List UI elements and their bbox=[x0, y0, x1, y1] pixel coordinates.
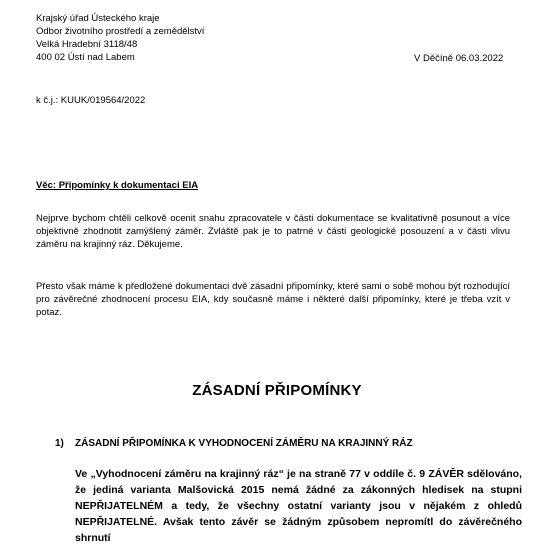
sender-line-1: Krajský úřad Ústeckého kraje bbox=[36, 13, 160, 24]
place-date: V Děčíně 06.03.2022 bbox=[414, 53, 504, 64]
paragraph-1: Nejprve bychom chtěli celkově ocenit snahu zpracovatele v části dokumentace se kvalitativně posunout a více objektivně zhodnotit zamýšlený záměr. Zvláště pak je to patrné v části geologické posouzení a v části vlivu záměru na krajinný ráz. Děkujeme. bbox=[36, 213, 510, 250]
item-1-title bbox=[55, 438, 413, 449]
item-1-number: 1) bbox=[55, 438, 64, 449]
sender-line-2: Odbor životního prostředí a zemědělství bbox=[36, 26, 205, 37]
sender-line-3: Velká Hradební 3118/48 bbox=[36, 39, 138, 50]
subject-line: Věc: Připomínky k dokumentaci EIA bbox=[36, 180, 199, 191]
reference-number: k č.j.: KUUK/019564/2022 bbox=[36, 95, 146, 106]
sender-line-4: 400 02 Ústí nad Labem bbox=[36, 52, 135, 63]
paragraph-2: Přesto však máme k předložené dokumentaci dvě zásadní připomínky, které sami o sobě mohou být rozhodující pro závěrečné zhodnocení procesu EIA, kdy současně máme i některé další připomínky, které je třeba vzít v potaz. bbox=[36, 281, 510, 318]
section-heading: ZÁSADNÍ PŘIPOMÍNKY bbox=[192, 382, 362, 399]
item-1-body: Ve „Vyhodnocení záměru na krajinný ráz“ je na straně 77 v oddíle č. 9 ZÁVĚR sdělováno, že jediná varianta Malšovická 2015 nemá žádné za zákonných hledisek na stupni NEPŘIJATELNÉM a tedy, že všechny ostatní varianty jsou v nějakém z ohledů NEPŘIJATELNÉ. Avšak tento závěr se žádným způsobem nepromítl do závěrečného shrnutí bbox=[75, 468, 522, 544]
item-1-title-text: ZÁSADNÍ PŘIPOMÍNKA K VYHODNOCENÍ ZÁMĚRU NA KRAJINNÝ RÁZ bbox=[75, 438, 413, 449]
sender-address bbox=[36, 12, 204, 64]
